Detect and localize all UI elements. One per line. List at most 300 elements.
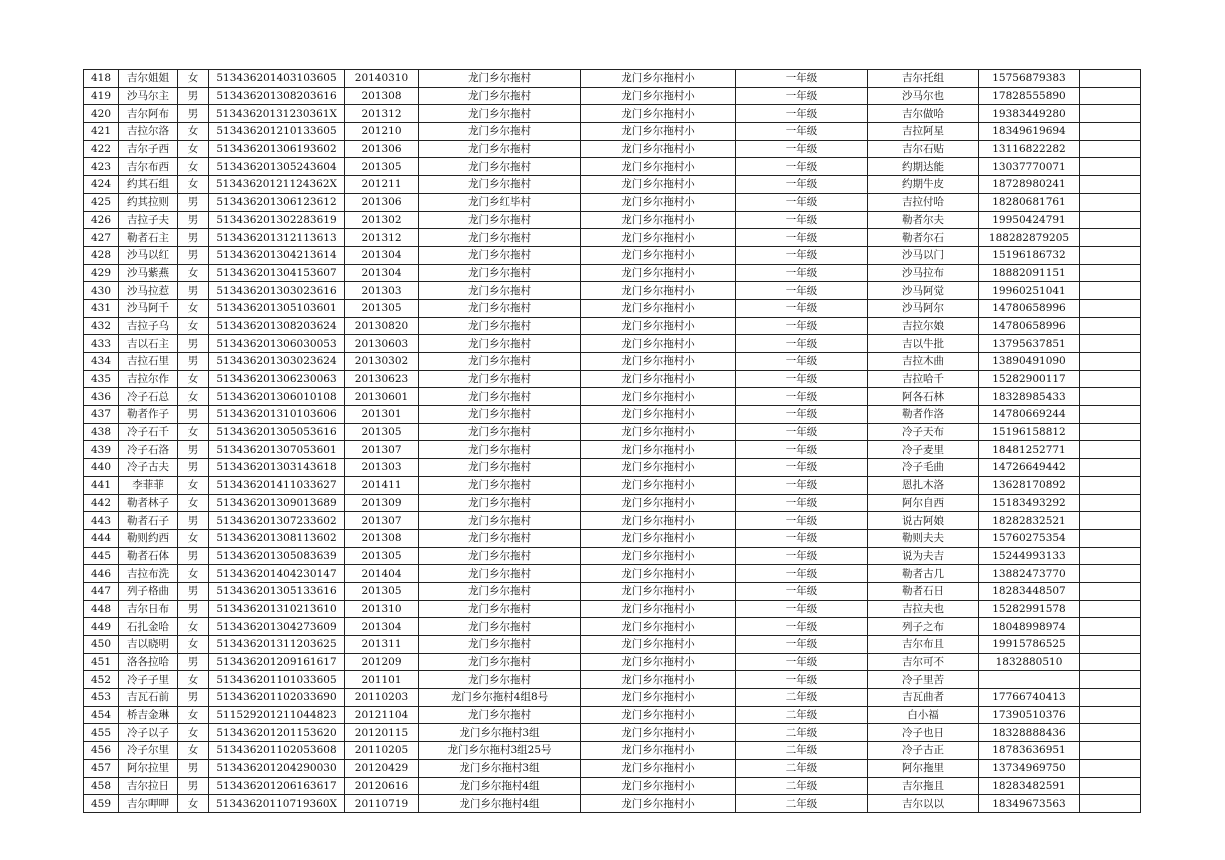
student-name-cell: 吉尔日布 <box>119 600 178 618</box>
home-address-cell: 龙门乡尔拖村4组 <box>419 795 581 813</box>
table-row <box>84 229 1141 247</box>
blank-remarks-cell <box>1080 353 1141 371</box>
id-number-cell: 513436201201153620 <box>209 724 345 742</box>
birth-date-cell: 201411 <box>345 476 419 494</box>
gender-cell: 男 <box>178 441 209 459</box>
grade-cell: 一年级 <box>736 299 868 317</box>
gender-cell: 女 <box>178 529 209 547</box>
grade-cell: 一年级 <box>736 476 868 494</box>
phone-number-cell: 18349619694 <box>979 123 1080 141</box>
birth-date-cell: 201211 <box>345 176 419 194</box>
row-number-cell: 419 <box>84 87 119 105</box>
student-name-cell: 石扎金哈 <box>119 618 178 636</box>
table-row <box>84 335 1141 353</box>
row-number-cell: 456 <box>84 742 119 760</box>
table-row <box>84 282 1141 300</box>
school-cell: 龙门乡尔拖村小 <box>581 406 736 424</box>
guardian-name-cell: 恩扎木洛 <box>868 476 979 494</box>
guardian-name-cell: 沙马阿尔 <box>868 299 979 317</box>
gender-cell: 女 <box>178 317 209 335</box>
id-number-cell: 513436201308203616 <box>209 87 345 105</box>
home-address-cell: 龙门乡尔拖村 <box>419 600 581 618</box>
home-address-cell: 龙门乡尔拖村 <box>419 105 581 123</box>
gender-cell: 女 <box>178 299 209 317</box>
blank-remarks-cell <box>1080 406 1141 424</box>
student-name-cell: 沙马拉惹 <box>119 282 178 300</box>
grade-cell: 一年级 <box>736 123 868 141</box>
guardian-name-cell: 吉拉哈千 <box>868 370 979 388</box>
home-address-cell: 龙门乡尔拖村 <box>419 176 581 194</box>
birth-date-cell: 20140310 <box>345 70 419 88</box>
student-name-cell: 李菲菲 <box>119 476 178 494</box>
school-cell: 龙门乡尔拖村小 <box>581 476 736 494</box>
student-name-cell: 勒者作子 <box>119 406 178 424</box>
guardian-name-cell: 阿尔自西 <box>868 494 979 512</box>
blank-remarks-cell <box>1080 211 1141 229</box>
student-name-cell: 冷子石总 <box>119 388 178 406</box>
gender-cell: 女 <box>178 618 209 636</box>
gender-cell: 男 <box>178 105 209 123</box>
id-number-cell: 513436201307053601 <box>209 441 345 459</box>
student-name-cell: 勒者石子 <box>119 512 178 530</box>
gender-cell: 男 <box>178 689 209 707</box>
guardian-name-cell: 勒者石日 <box>868 582 979 600</box>
row-number-cell: 434 <box>84 353 119 371</box>
guardian-name-cell: 冷子也日 <box>868 724 979 742</box>
blank-remarks-cell <box>1080 547 1141 565</box>
id-number-cell: 513436201102033690 <box>209 689 345 707</box>
grade-cell: 二年级 <box>736 777 868 795</box>
student-name-cell: 沙马尔主 <box>119 87 178 105</box>
phone-number-cell: 18349673563 <box>979 795 1080 813</box>
row-number-cell: 454 <box>84 706 119 724</box>
birth-date-cell: 201307 <box>345 512 419 530</box>
grade-cell: 一年级 <box>736 317 868 335</box>
row-number-cell: 437 <box>84 406 119 424</box>
grade-cell: 一年级 <box>736 423 868 441</box>
birth-date-cell: 201303 <box>345 459 419 477</box>
gender-cell: 男 <box>178 335 209 353</box>
phone-number-cell: 15760275354 <box>979 529 1080 547</box>
table-row <box>84 211 1141 229</box>
id-number-cell: 513436201204290030 <box>209 759 345 777</box>
home-address-cell: 龙门乡尔拖村 <box>419 158 581 176</box>
phone-number-cell: 13116822282 <box>979 140 1080 158</box>
phone-number-cell: 15756879383 <box>979 70 1080 88</box>
home-address-cell: 龙门乡尔拖村 <box>419 229 581 247</box>
id-number-cell: 513436201404230147 <box>209 565 345 583</box>
birth-date-cell: 201308 <box>345 87 419 105</box>
row-number-cell: 430 <box>84 282 119 300</box>
phone-number-cell: 15196186732 <box>979 246 1080 264</box>
phone-number-cell: 19960251041 <box>979 282 1080 300</box>
home-address-cell: 龙门乡尔拖村 <box>419 353 581 371</box>
birth-date-cell: 201310 <box>345 600 419 618</box>
table-row <box>84 176 1141 194</box>
id-number-cell: 513436201304213614 <box>209 246 345 264</box>
student-name-cell: 洛各拉哈 <box>119 653 178 671</box>
row-number-cell: 453 <box>84 689 119 707</box>
id-number-cell: 513436201403103605 <box>209 70 345 88</box>
school-cell: 龙门乡尔拖村小 <box>581 123 736 141</box>
row-number-cell: 422 <box>84 140 119 158</box>
birth-date-cell: 20130302 <box>345 353 419 371</box>
student-name-cell: 阿尔拉里 <box>119 759 178 777</box>
table-row <box>84 600 1141 618</box>
guardian-name-cell: 列子之布 <box>868 618 979 636</box>
school-cell: 龙门乡尔拖村小 <box>581 353 736 371</box>
row-number-cell: 449 <box>84 618 119 636</box>
phone-number-cell: 1832880510 <box>979 653 1080 671</box>
guardian-name-cell: 吉尔以以 <box>868 795 979 813</box>
id-number-cell: 513436201304273609 <box>209 618 345 636</box>
home-address-cell: 龙门乡尔拖村 <box>419 406 581 424</box>
phone-number-cell: 18283482591 <box>979 777 1080 795</box>
id-number-cell: 513436201305243604 <box>209 158 345 176</box>
birth-date-cell: 201307 <box>345 441 419 459</box>
home-address-cell: 龙门乡尔拖村 <box>419 123 581 141</box>
school-cell: 龙门乡尔拖村小 <box>581 653 736 671</box>
birth-date-cell: 201305 <box>345 582 419 600</box>
home-address-cell: 龙门乡尔拖村 <box>419 335 581 353</box>
birth-date-cell: 201305 <box>345 423 419 441</box>
row-number-cell: 423 <box>84 158 119 176</box>
gender-cell: 女 <box>178 264 209 282</box>
grade-cell: 一年级 <box>736 87 868 105</box>
birth-date-cell: 20120616 <box>345 777 419 795</box>
student-name-cell: 沙马阿千 <box>119 299 178 317</box>
row-number-cell: 429 <box>84 264 119 282</box>
school-cell: 龙门乡尔拖村小 <box>581 70 736 88</box>
home-address-cell: 龙门乡尔拖村 <box>419 565 581 583</box>
home-address-cell: 龙门乡尔拖村 <box>419 459 581 477</box>
grade-cell: 一年级 <box>736 264 868 282</box>
table-row <box>84 441 1141 459</box>
gender-cell: 女 <box>178 636 209 654</box>
home-address-cell: 龙门乡尔拖村 <box>419 423 581 441</box>
grade-cell: 二年级 <box>736 759 868 777</box>
home-address-cell: 龙门乡尔拖村 <box>419 512 581 530</box>
blank-remarks-cell <box>1080 140 1141 158</box>
school-cell: 龙门乡尔拖村小 <box>581 299 736 317</box>
home-address-cell: 龙门乡尔拖村3组25号 <box>419 742 581 760</box>
id-number-cell: 513436201306030053 <box>209 335 345 353</box>
grade-cell: 一年级 <box>736 70 868 88</box>
blank-remarks-cell <box>1080 317 1141 335</box>
school-cell: 龙门乡尔拖村小 <box>581 423 736 441</box>
school-cell: 龙门乡尔拖村小 <box>581 317 736 335</box>
school-cell: 龙门乡尔拖村小 <box>581 565 736 583</box>
id-number-cell: 513436201206163617 <box>209 777 345 795</box>
birth-date-cell: 20110203 <box>345 689 419 707</box>
student-name-cell: 吉拉尔作 <box>119 370 178 388</box>
phone-number-cell: 18481252771 <box>979 441 1080 459</box>
grade-cell: 一年级 <box>736 582 868 600</box>
gender-cell: 男 <box>178 246 209 264</box>
row-number-cell: 446 <box>84 565 119 583</box>
table-row <box>84 742 1141 760</box>
home-address-cell: 龙门乡尔拖村4组 <box>419 777 581 795</box>
home-address-cell: 龙门乡尔拖村 <box>419 282 581 300</box>
id-number-cell: 513436201306230063 <box>209 370 345 388</box>
gender-cell: 女 <box>178 140 209 158</box>
home-address-cell: 龙门乡尔拖村 <box>419 317 581 335</box>
roster-body <box>84 70 1141 813</box>
blank-remarks-cell <box>1080 582 1141 600</box>
phone-number-cell: 15282900117 <box>979 370 1080 388</box>
guardian-name-cell: 勒者古几 <box>868 565 979 583</box>
gender-cell: 男 <box>178 406 209 424</box>
gender-cell: 女 <box>178 123 209 141</box>
student-name-cell: 冷子尔里 <box>119 742 178 760</box>
row-number-cell: 436 <box>84 388 119 406</box>
student-name-cell: 吉尔姐姐 <box>119 70 178 88</box>
id-number-cell: 513436201102053608 <box>209 742 345 760</box>
school-cell: 龙门乡尔拖村小 <box>581 600 736 618</box>
blank-remarks-cell <box>1080 441 1141 459</box>
school-cell: 龙门乡尔拖村小 <box>581 87 736 105</box>
blank-remarks-cell <box>1080 246 1141 264</box>
table-row <box>84 246 1141 264</box>
gender-cell: 女 <box>178 565 209 583</box>
guardian-name-cell: 约期达能 <box>868 158 979 176</box>
phone-number-cell: 13795637851 <box>979 335 1080 353</box>
home-address-cell: 龙门乡尔拖村 <box>419 529 581 547</box>
table-row <box>84 299 1141 317</box>
gender-cell: 男 <box>178 193 209 211</box>
id-number-cell: 513436201101033605 <box>209 671 345 689</box>
guardian-name-cell: 沙马以门 <box>868 246 979 264</box>
table-row <box>84 158 1141 176</box>
blank-remarks-cell <box>1080 777 1141 795</box>
table-row <box>84 529 1141 547</box>
birth-date-cell: 201304 <box>345 618 419 636</box>
blank-remarks-cell <box>1080 176 1141 194</box>
student-name-cell: 吉拉石里 <box>119 353 178 371</box>
table-row <box>84 140 1141 158</box>
id-number-cell: 513436201307233602 <box>209 512 345 530</box>
birth-date-cell: 20130603 <box>345 335 419 353</box>
blank-remarks-cell <box>1080 706 1141 724</box>
student-name-cell: 吉尔拉日 <box>119 777 178 795</box>
id-number-cell: 513436201308113602 <box>209 529 345 547</box>
home-address-cell: 龙门乡尔拖村 <box>419 636 581 654</box>
school-cell: 龙门乡尔拖村小 <box>581 494 736 512</box>
table-row <box>84 512 1141 530</box>
table-row <box>84 547 1141 565</box>
school-cell: 龙门乡尔拖村小 <box>581 335 736 353</box>
school-cell: 龙门乡尔拖村小 <box>581 158 736 176</box>
phone-number-cell <box>979 671 1080 689</box>
student-name-cell: 冷子古夫 <box>119 459 178 477</box>
birth-date-cell: 20120429 <box>345 759 419 777</box>
birth-date-cell: 201303 <box>345 282 419 300</box>
birth-date-cell: 201311 <box>345 636 419 654</box>
grade-cell: 一年级 <box>736 353 868 371</box>
blank-remarks-cell <box>1080 370 1141 388</box>
home-address-cell: 龙门乡尔拖村3组 <box>419 759 581 777</box>
phone-number-cell: 17766740413 <box>979 689 1080 707</box>
birth-date-cell: 201309 <box>345 494 419 512</box>
table-row <box>84 689 1141 707</box>
grade-cell: 一年级 <box>736 547 868 565</box>
grade-cell: 二年级 <box>736 724 868 742</box>
phone-number-cell: 18882091151 <box>979 264 1080 282</box>
birth-date-cell: 20130601 <box>345 388 419 406</box>
birth-date-cell: 20110205 <box>345 742 419 760</box>
home-address-cell: 龙门乡尔拖村 <box>419 494 581 512</box>
guardian-name-cell: 冷子古正 <box>868 742 979 760</box>
student-name-cell: 约其石组 <box>119 176 178 194</box>
school-cell: 龙门乡尔拖村小 <box>581 193 736 211</box>
school-cell: 龙门乡尔拖村小 <box>581 105 736 123</box>
student-name-cell: 沙马紫燕 <box>119 264 178 282</box>
grade-cell: 一年级 <box>736 176 868 194</box>
table-row <box>84 317 1141 335</box>
student-name-cell: 约其拉则 <box>119 193 178 211</box>
guardian-name-cell: 勒者作洛 <box>868 406 979 424</box>
row-number-cell: 439 <box>84 441 119 459</box>
guardian-name-cell: 吉拉尔娘 <box>868 317 979 335</box>
school-cell: 龙门乡尔拖村小 <box>581 529 736 547</box>
birth-date-cell: 201304 <box>345 264 419 282</box>
blank-remarks-cell <box>1080 423 1141 441</box>
grade-cell: 一年级 <box>736 282 868 300</box>
phone-number-cell: 15183493292 <box>979 494 1080 512</box>
home-address-cell: 龙门乡尔拖村4组8号 <box>419 689 581 707</box>
school-cell: 龙门乡尔拖村小 <box>581 636 736 654</box>
grade-cell: 一年级 <box>736 193 868 211</box>
phone-number-cell: 14780669244 <box>979 406 1080 424</box>
phone-number-cell: 17828555890 <box>979 87 1080 105</box>
home-address-cell: 龙门乡红毕村 <box>419 193 581 211</box>
student-name-cell: 列子格曲 <box>119 582 178 600</box>
home-address-cell: 龙门乡尔拖村 <box>419 87 581 105</box>
guardian-name-cell: 阿各石林 <box>868 388 979 406</box>
row-number-cell: 450 <box>84 636 119 654</box>
school-cell: 龙门乡尔拖村小 <box>581 140 736 158</box>
table-row <box>84 653 1141 671</box>
gender-cell: 女 <box>178 70 209 88</box>
grade-cell: 二年级 <box>736 706 868 724</box>
grade-cell: 一年级 <box>736 459 868 477</box>
grade-cell: 一年级 <box>736 388 868 406</box>
gender-cell: 女 <box>178 671 209 689</box>
row-number-cell: 425 <box>84 193 119 211</box>
blank-remarks-cell <box>1080 264 1141 282</box>
home-address-cell: 龙门乡尔拖村 <box>419 671 581 689</box>
student-name-cell: 勒者石主 <box>119 229 178 247</box>
student-name-cell: 冷子以子 <box>119 724 178 742</box>
row-number-cell: 427 <box>84 229 119 247</box>
id-number-cell: 513436201309013689 <box>209 494 345 512</box>
guardian-name-cell: 冷子天布 <box>868 423 979 441</box>
birth-date-cell: 201305 <box>345 547 419 565</box>
id-number-cell: 513436201305103601 <box>209 299 345 317</box>
table-row <box>84 353 1141 371</box>
blank-remarks-cell <box>1080 600 1141 618</box>
birth-date-cell: 201210 <box>345 123 419 141</box>
table-row <box>84 123 1141 141</box>
student-name-cell: 吉以石主 <box>119 335 178 353</box>
table-row <box>84 388 1141 406</box>
home-address-cell: 龙门乡尔拖村 <box>419 264 581 282</box>
grade-cell: 一年级 <box>736 105 868 123</box>
grade-cell: 一年级 <box>736 529 868 547</box>
gender-cell: 女 <box>178 370 209 388</box>
gender-cell: 男 <box>178 229 209 247</box>
grade-cell: 一年级 <box>736 618 868 636</box>
blank-remarks-cell <box>1080 459 1141 477</box>
birth-date-cell: 201306 <box>345 140 419 158</box>
birth-date-cell: 20130623 <box>345 370 419 388</box>
student-name-cell: 吉以晓明 <box>119 636 178 654</box>
gender-cell: 男 <box>178 759 209 777</box>
row-number-cell: 435 <box>84 370 119 388</box>
guardian-name-cell: 吉尔可不 <box>868 653 979 671</box>
phone-number-cell: 18328888436 <box>979 724 1080 742</box>
guardian-name-cell: 吉尔布且 <box>868 636 979 654</box>
id-number-cell: 513436201304153607 <box>209 264 345 282</box>
guardian-name-cell: 吉瓦曲者 <box>868 689 979 707</box>
table-row <box>84 406 1141 424</box>
grade-cell: 一年级 <box>736 441 868 459</box>
gender-cell: 女 <box>178 388 209 406</box>
blank-remarks-cell <box>1080 299 1141 317</box>
blank-remarks-cell <box>1080 636 1141 654</box>
id-number-cell: 511529201211044823 <box>209 706 345 724</box>
school-cell: 龙门乡尔拖村小 <box>581 618 736 636</box>
table-row <box>84 795 1141 813</box>
blank-remarks-cell <box>1080 229 1141 247</box>
gender-cell: 女 <box>178 724 209 742</box>
gender-cell: 女 <box>178 706 209 724</box>
row-number-cell: 458 <box>84 777 119 795</box>
school-cell: 龙门乡尔拖村小 <box>581 370 736 388</box>
blank-remarks-cell <box>1080 158 1141 176</box>
birth-date-cell: 201312 <box>345 229 419 247</box>
guardian-name-cell: 冷子麦里 <box>868 441 979 459</box>
guardian-name-cell: 说为夫吉 <box>868 547 979 565</box>
guardian-name-cell: 吉尔石贴 <box>868 140 979 158</box>
student-name-cell: 吉拉子夫 <box>119 211 178 229</box>
table-row <box>84 582 1141 600</box>
school-cell: 龙门乡尔拖村小 <box>581 706 736 724</box>
blank-remarks-cell <box>1080 282 1141 300</box>
gender-cell: 男 <box>178 512 209 530</box>
blank-remarks-cell <box>1080 193 1141 211</box>
gender-cell: 男 <box>178 582 209 600</box>
home-address-cell: 龙门乡尔拖村 <box>419 618 581 636</box>
row-number-cell: 428 <box>84 246 119 264</box>
student-name-cell: 桥吉金琳 <box>119 706 178 724</box>
guardian-name-cell: 沙马拉布 <box>868 264 979 282</box>
grade-cell: 二年级 <box>736 742 868 760</box>
birth-date-cell: 201302 <box>345 211 419 229</box>
guardian-name-cell: 冷子毛曲 <box>868 459 979 477</box>
guardian-name-cell: 吉以牛批 <box>868 335 979 353</box>
table-row <box>84 706 1141 724</box>
phone-number-cell: 14780658996 <box>979 299 1080 317</box>
student-name-cell: 吉拉子乌 <box>119 317 178 335</box>
student-name-cell: 勒者林子 <box>119 494 178 512</box>
phone-number-cell: 13037770071 <box>979 158 1080 176</box>
table-row <box>84 459 1141 477</box>
gender-cell: 男 <box>178 87 209 105</box>
blank-remarks-cell <box>1080 689 1141 707</box>
row-number-cell: 440 <box>84 459 119 477</box>
row-number-cell: 420 <box>84 105 119 123</box>
